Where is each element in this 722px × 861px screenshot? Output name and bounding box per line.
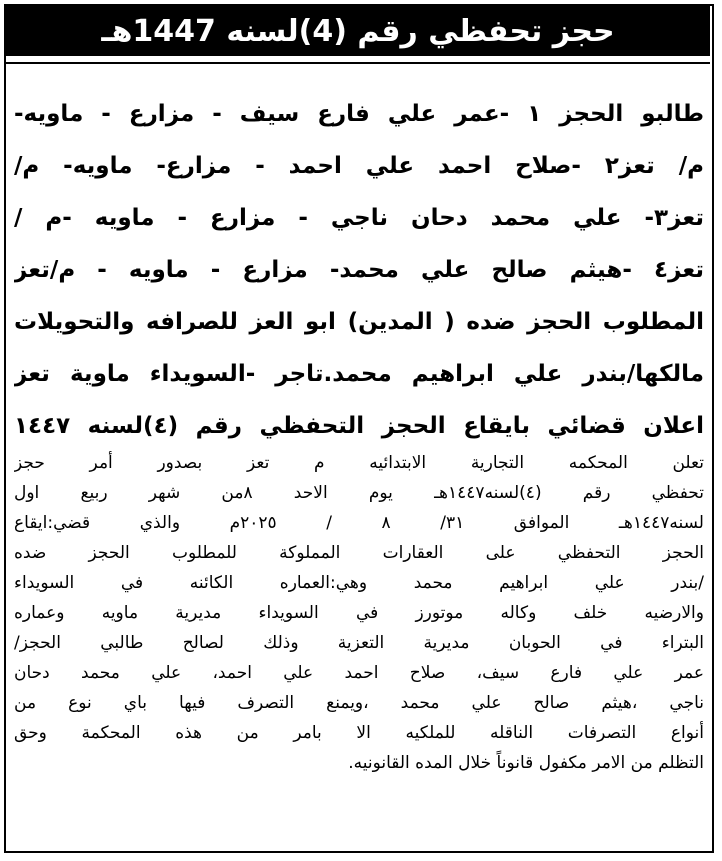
body-line: أنواع التصرفات الناقله للملكيه الا بامر من هذه المحكمة وحق — [14, 723, 704, 743]
summary-line: م/ تعز٢ -صلاح احمد علي احمد - مزارع- ماويه- م/ — [14, 153, 704, 179]
summary-block — [14, 88, 704, 452]
notice-title: حجز تحفظي رقم (4)لسنه 1447هـ — [101, 13, 615, 49]
notice-title-bar — [6, 6, 710, 56]
summary-line: المطلوب الحجز ضده ( المدين) ابو العز للصرافه والتحويلات — [14, 309, 704, 335]
body-line: تحفظي رقم (٤)لسنه١٤٤٧هـ يوم الاحد ٨من شهر ربيع اول — [14, 483, 704, 503]
body-line: /بندر علي ابراهيم محمد وهي:العماره الكائنه في السويداء — [14, 573, 704, 593]
body-line: التظلم من الامر مكفول قانوناً خلال المده القانونيه. — [348, 753, 704, 773]
body-line: الحجز التحفظي على العقارات المملوكة للمطلوب الحجز ضده — [14, 543, 704, 563]
body-line: والارضيه خلف وكاله موتورز في السويداء مديرية ماويه وعماره — [14, 603, 704, 623]
summary-line: تعز٣- علي محمد دحان ناجي - مزارع - ماويه -م / — [14, 205, 704, 231]
body-line: البتراء في الحوبان مديرية التعزية وذلك لصالح طالبي الحجز/ — [14, 633, 704, 653]
summary-line: مالكها/بندر علي ابراهيم محمد.تاجر -السويداء ماوية تعز — [14, 361, 704, 387]
body-line: لسنه١٤٤٧هـ الموافق ٣١/ ٨ / ٢٠٢٥م والذي قضي:ايقاع — [14, 513, 704, 533]
summary-line: طالبو الحجز ١ -عمر علي فارع سيف - مزارع - ماويه- — [14, 101, 704, 127]
body-line: تعلن المحكمه التجارية الابتدائيه م تعز بصدور أمر حجز — [14, 453, 704, 473]
notice-body — [14, 448, 704, 778]
body-line: ناجي ،هيثم صالح علي محمد ،ويمنع التصرف فيها باي نوع من — [14, 693, 704, 713]
summary-line: تعز٤ -هيثم صالح علي محمد- مزارع - ماويه - م/تعز — [14, 257, 704, 283]
summary-line: اعلان قضائي بايقاع الحجز التحفظي رقم (٤)لسنه ١٤٤٧ — [14, 413, 704, 439]
body-line: عمر علي فارع سيف، صلاح احمد علي احمد، علي محمد دحان — [14, 663, 704, 683]
title-divider — [6, 62, 710, 64]
